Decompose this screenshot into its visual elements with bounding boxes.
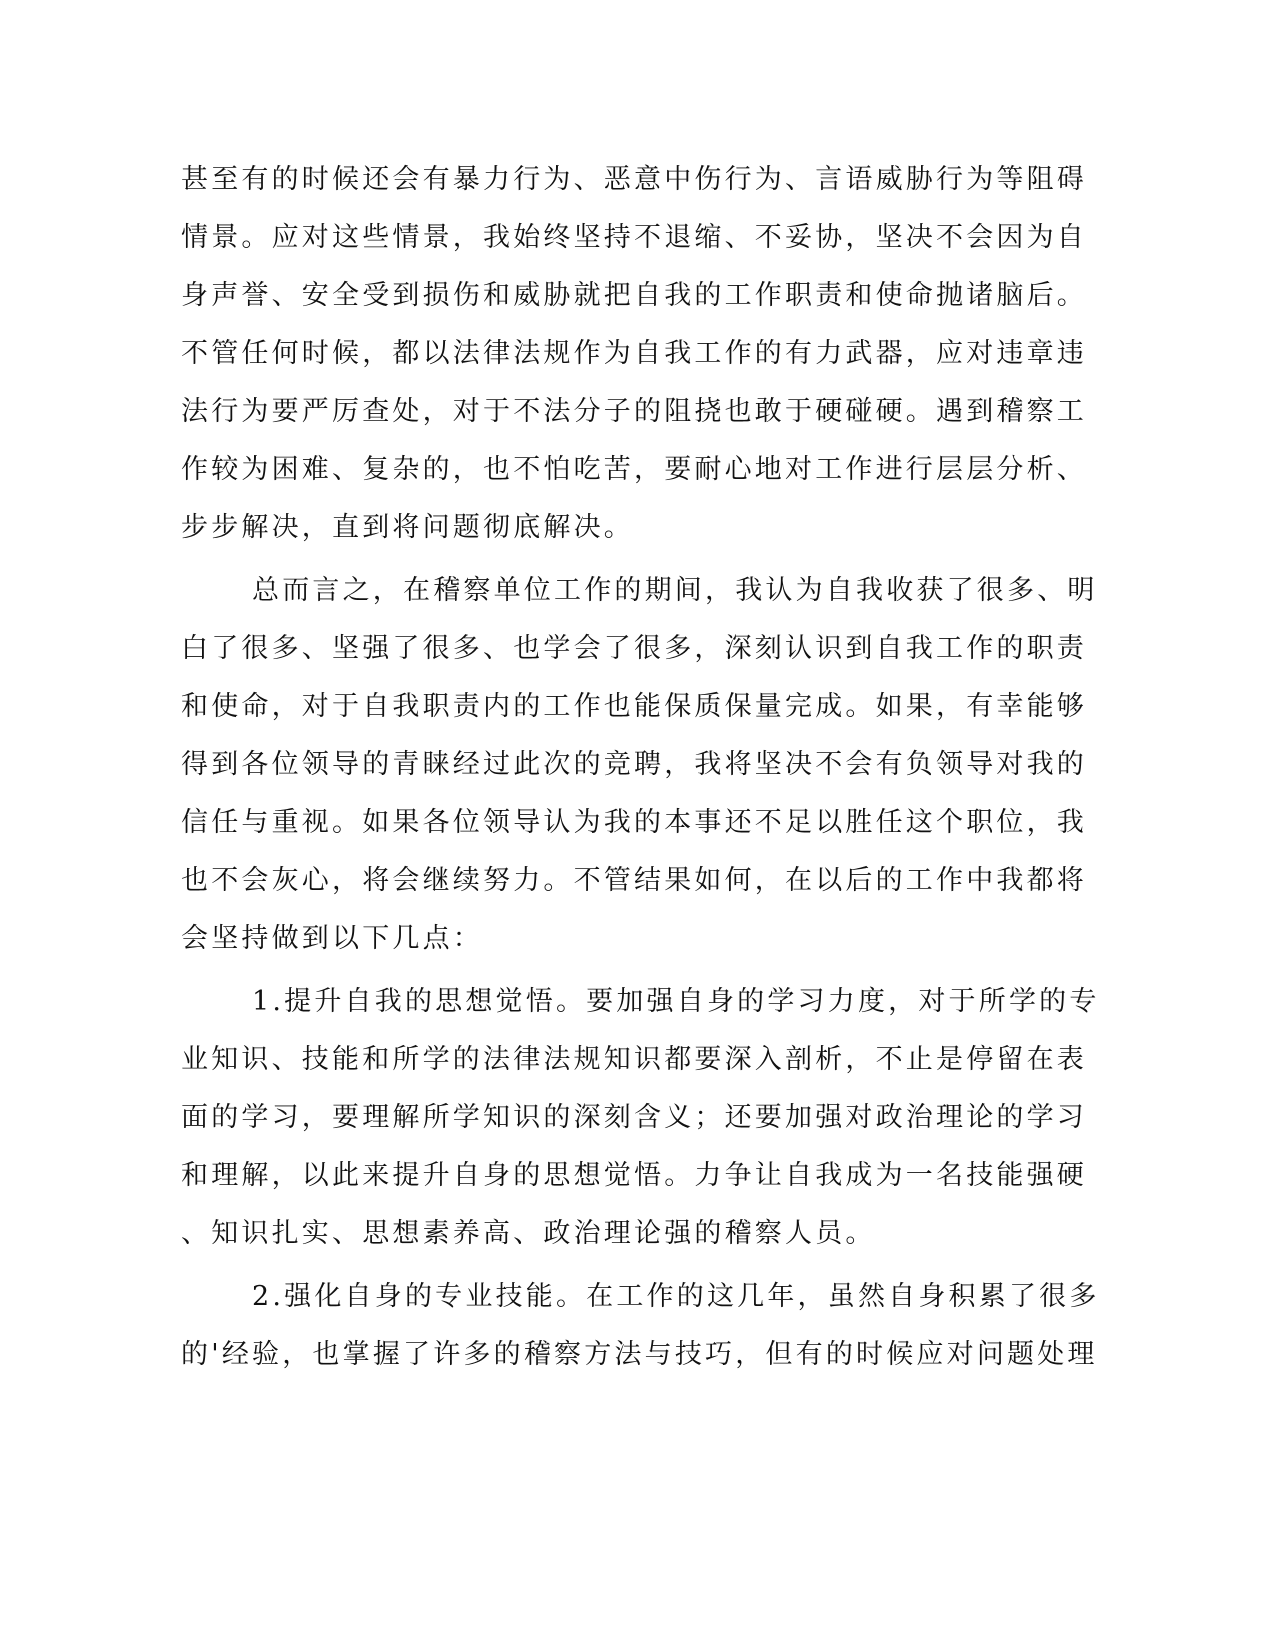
list-item-first-line: 2.强化自身的专业技能。在工作的这几年，虽然自身积累了很多 <box>252 1281 1100 1312</box>
text-line: 信任与重视。如果各位领导认为我的本事还不足以胜任这个职位，我 <box>181 807 1087 838</box>
text-line: 甚至有的时候还会有暴力行为、恶意中伤行为、言语威胁行为等阻碍 <box>181 164 1087 195</box>
text-line: 业知识、技能和所学的法律法规知识都要深入剖析，不止是停留在表 <box>181 1044 1087 1075</box>
text-line: 白了很多、坚强了很多、也学会了很多，深刻认识到自我工作的职责 <box>181 633 1087 664</box>
list-item-first-line: 1.提升自我的思想觉悟。要加强自身的学习力度，对于所学的专 <box>252 986 1100 1017</box>
text-line: 面的学习，要理解所学知识的深刻含义；还要加强对政治理论的学习 <box>181 1102 1087 1133</box>
text-line: 的'经验，也掌握了许多的稽察方法与技巧，但有的时候应对问题处理 <box>181 1339 1098 1370</box>
text-line: 步步解决，直到将问题彻底解决。 <box>181 512 634 543</box>
text-line: 得到各位领导的青睐经过此次的竞聘，我将坚决不会有负领导对我的 <box>181 749 1087 780</box>
text-line: 身声誉、安全受到损伤和威胁就把自我的工作职责和使命抛诸脑后。 <box>181 280 1087 311</box>
text-line: 作较为困难、复杂的，也不怕吃苦，要耐心地对工作进行层层分析、 <box>181 454 1087 485</box>
paragraph-first-line: 总而言之，在稽察单位工作的期间，我认为自我收获了很多、明 <box>252 575 1098 606</box>
text-line: 会坚持做到以下几点： <box>181 923 483 954</box>
text-line: 和使命，对于自我职责内的工作也能保质保量完成。如果，有幸能够 <box>181 691 1087 722</box>
text-line: 、知识扎实、思想素养高、政治理论强的稽察人员。 <box>181 1218 876 1249</box>
text-line: 法行为要严厉查处，对于不法分子的阻挠也敢于硬碰硬。遇到稽察工 <box>181 396 1087 427</box>
text-line: 也不会灰心，将会继续努力。不管结果如何，在以后的工作中我都将 <box>181 865 1087 896</box>
text-line: 情景。应对这些情景，我始终坚持不退缩、不妥协，坚决不会因为自 <box>181 222 1087 253</box>
text-line: 和理解，以此来提升自身的思想觉悟。力争让自我成为一名技能强硬 <box>181 1160 1087 1191</box>
text-line: 不管任何时候，都以法律法规作为自我工作的有力武器，应对违章违 <box>181 338 1087 369</box>
